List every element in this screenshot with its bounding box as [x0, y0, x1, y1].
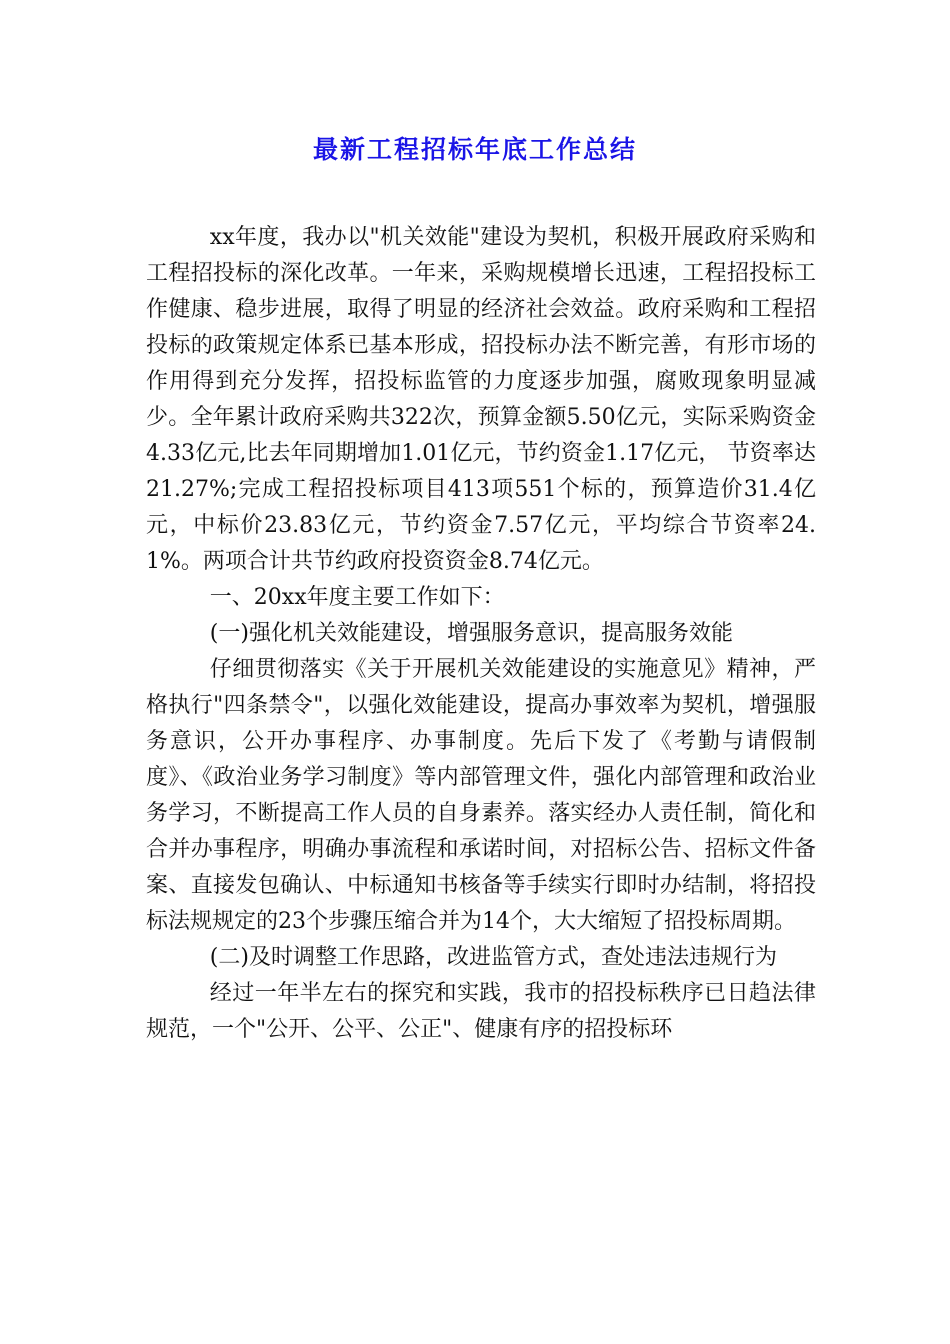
paragraph-intro: xx年度，我办以"机关效能"建设为契机，积极开展政府采购和工程招投标的深化改革。一年来，采购规模增长迅速，工程招投标工作健康、稳步进展，取得了明显的经济社会效益。政府采购和工程招投标的政策规定体系已基本形成，招投标办法不断完善，有形市场的作用得到充分发挥，招投标监管的力度逐步加强，腐败现象明显减少。全年累计政府采购共322次，预算金额5.50亿元，实际采购资金4.33亿元,比去年同期增加1.01亿元，节约资金1.17亿元， 节资率达21.27%;完成工程招投标项目413项551个标的，预算造价31.4亿元，中标价23.83亿元，节约资金7.57亿元，平均综合节资率24.1%。两项合计共节约政府投资资金8.74亿元。	[146, 225, 816, 574]
document-title: 最新工程招标年底工作总结	[312, 135, 637, 164]
document-body	[146, 220, 816, 1048]
paragraph-section-heading: 一、20xx年度主要工作如下：	[209, 585, 505, 610]
paragraph-subheading-1: (一)强化机关效能建设，增强服务意识，提高服务效能	[209, 621, 733, 646]
paragraph-body-1: 仔细贯彻落实《关于开展机关效能建设的实施意见》精神，严格执行"四条禁令"，以强化效能建设，提高办事效率为契机，增强服务意识，公开办事程序、办事制度。先后下发了《考勤与请假制度》、《政治业务学习制度》等内部管理文件，强化内部管理和政治业务学习，不断提高工作人员的自身素养。落实经办人责任制，简化和合并办事程序，明确办事流程和承诺时间，对招标公告、招标文件备案、直接发包确认、中标通知书核备等手续实行即时办结制，将招投标法规规定的23个步骤压缩合并为14个，大大缩短了招投标周期。	[146, 657, 816, 934]
paragraph-body-2: 经过一年半左右的探究和实践，我市的招投标秩序已日趋法律规范，一个"公开、公平、公正"、健康有序的招投标环	[146, 981, 816, 1042]
paragraph-subheading-2: (二)及时调整工作思路，改进监管方式，查处违法违规行为	[209, 945, 777, 970]
